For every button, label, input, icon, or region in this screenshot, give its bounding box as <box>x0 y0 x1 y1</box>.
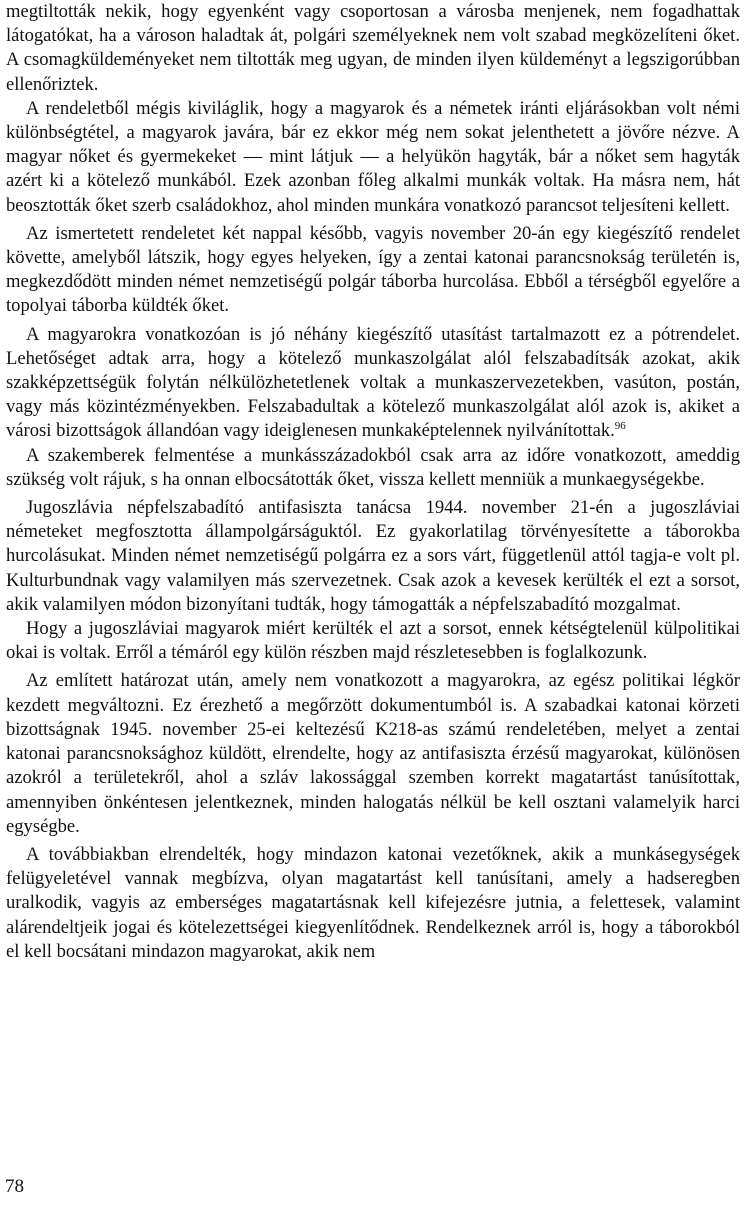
paragraph-1: megtiltották nekik, hogy egyenként vagy csoportosan a városba menjenek, nem fogadhattak látogatókat, ha a városon haladtak át, polgári személyeknek nem volt szabad megközelíteni őket. A csomagküldeményeket nem tiltották meg ugyan, de minden ilyen küldeményt a legszigorúbban ellenőriztek. <box>6 1 740 95</box>
paragraph-6: Jugoszlávia népfelszabadító antifasiszta tanácsa 1944. november 21-én a jugoszláviai németeket megfosztotta állampolgárságuktól. Ez gyakorlatilag törvényesítette a táborokba hurcolásukat. Minden német nemzetiségű polgárra ez a sors várt, függetlenül attól tagja-e volt pl. Kulturbundnak vagy valamilyen más szervezetnek. Csak azok a kevesek kerülték el ezt a sorsot, akik valamilyen módon bizonyítani tudták, hogy támogatták a népfelszabadító mozgalmat. <box>6 497 740 615</box>
paragraph-5: A szakemberek felmentése a munkásszázadokból csak arra az időre vonatkozott, ameddig szükség volt rájuk, s ha onnan elbocsátották őket, vissza kellett menniük a munkaegységekbe. <box>6 444 740 490</box>
paragraph-4 <box>6 323 740 444</box>
paragraph-2: A rendeletből mégis kiviláglik, hogy a magyarok és a németek iránti eljárásokban volt némi különbségtétel, a magyarok javára, bár ez ekkor még nem sokat jelenthetett a jövőre nézve. A magyar nőket és gyermekeket — mint látjuk — a helyükön hagyták, bár a nőket sem hagyták azért ki a kötelező munkából. Ezek azonban főleg alkalmi munkák voltak. Ha másra nem, hát beosztották őket szerb családokhoz, ahol minden munkára vonatkozó parancsot teljesíteni kellett. <box>6 97 740 216</box>
paragraph-4-text: A magyarokra vonatkozóan is jó néhány kiegészítő utasítást tartalmazott ez a pótrendelet. Lehetőséget adtak arra, hogy a kötelező munkaszolgálat alól felszabadítsák azokat, akik szakképzettségük folytán nélkülözhetetlenek voltak a munkaszervezetekben, vasúton, postán, vagy más közintézményekben. Felszabadultak a kötelező munkaszolgálat alól azok is, akiket a városi bizottságok állandóan vagy ideiglenesen munkaképtelennek nyilvánítottak. <box>6 323 740 442</box>
page-body <box>6 0 740 964</box>
paragraph-3: Az ismertetett rendeletet két nappal később, vagyis november 20-án egy kiegészítő rendelet követte, amelyből látszik, hogy egyes helyeken, így a zentai katonai parancsnokság területén is, megkezdődött minden német nemzetiségű polgár táborba hurcolása. Ebből a térségből egyelőre a topolyai táborba küldték őket. <box>6 222 740 317</box>
footnote-marker-96: 96 <box>614 420 626 433</box>
paragraph-7: Hogy a jugoszláviai magyarok miért kerülték el azt a sorsot, ennek kétségtelenül külpolitikai okai is voltak. Erről a témáról egy külön részben majd részletesebben is foglalkozunk. <box>6 618 740 664</box>
paragraph-8: Az említett határozat után, amely nem vonatkozott a magyarokra, az egész politikai légkör kezdett megváltozni. Ez érezhető a megőrzött dokumentumból is. A szabadkai katonai körzeti bizottságnak 1945. november 25-ei keltezésű K218-as számú rendeletében, melyet a zentai katonai parancsnoksághoz küldött, elrendelte, hogy az antifasiszta érzésű magyarokat, különösen azokról a területekről, ahol a szláv lakossággal szemben korrekt magatartást tanúsítottak, amennyiben önkéntesen jelentkeznek, minden halogatás nélkül be kell osztani valamelyik harci egységbe. <box>6 670 740 837</box>
page-number: 78 <box>5 1176 24 1197</box>
paragraph-9: A továbbiakban elrendelték, hogy mindazon katonai vezetőknek, akik a munkásegységek felügyeletével vannak megbízva, olyan magatartást kell tanúsítani, amely a hadseregben uralkodik, vagyis az emberséges magatartásnak kell kifejezésre jutnia, a felettesek, valamint alárendeltjeik jogai és kötelezettségei kiegyenlítődnek. Rendelkeznek arról is, hogy a táborokból el kell bocsátani mindazon magyarokat, akik nem <box>6 843 740 962</box>
